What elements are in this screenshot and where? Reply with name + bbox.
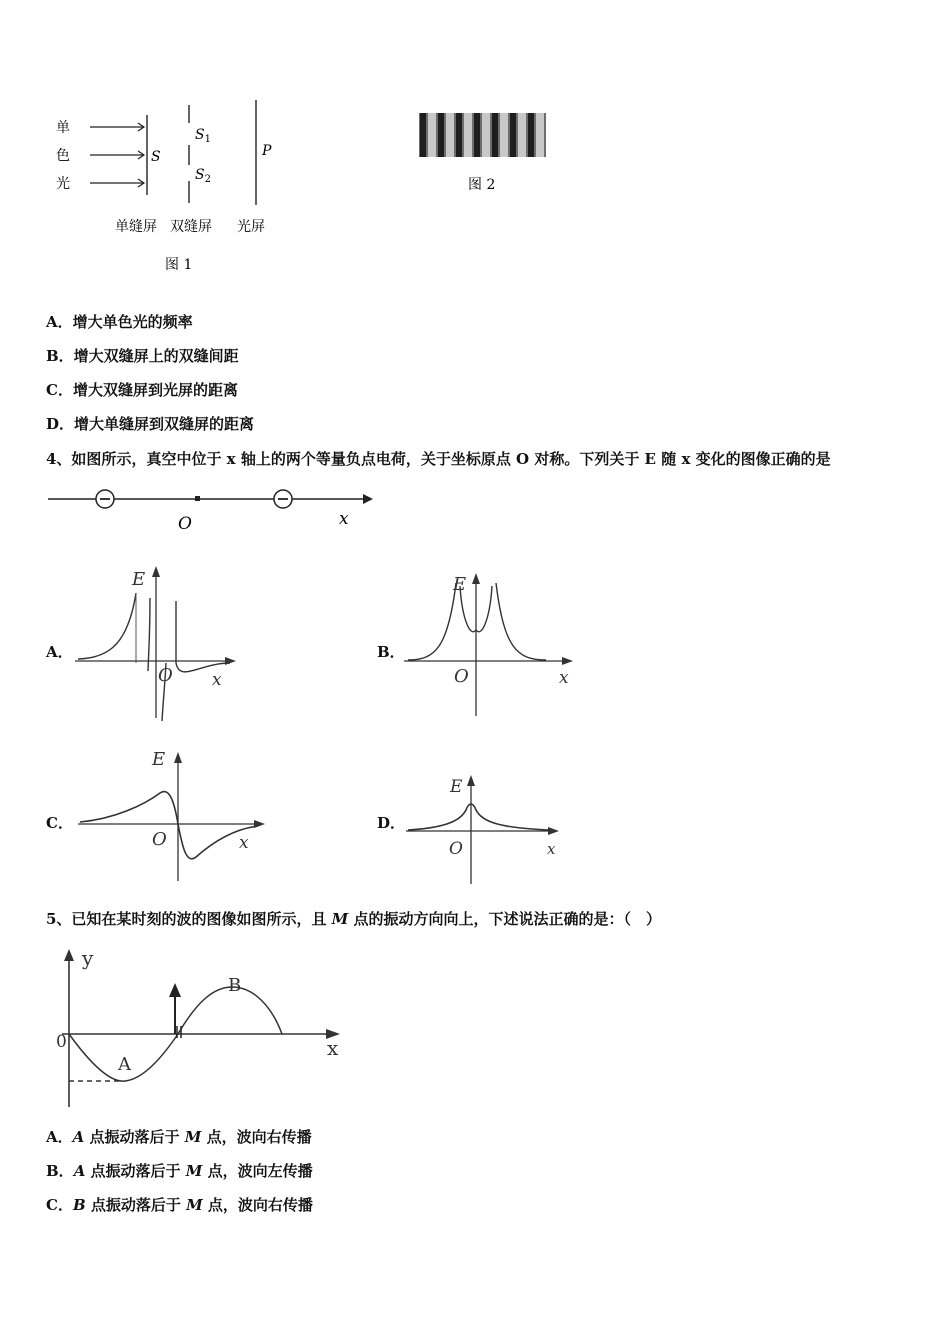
q5-option-c: C．B 点振动落后于 M 点，波向右传播	[46, 1196, 313, 1214]
wave-point-b: B	[228, 975, 242, 996]
q3-option-c: C．增大双缝屏到光屏的距离	[46, 381, 238, 399]
negative-charge-left	[96, 490, 114, 508]
figure-1-caption: 图 1	[165, 257, 193, 273]
graph-d-x-label: x	[547, 840, 556, 858]
q3-option-b: B．增大双缝屏上的双缝间距	[46, 347, 239, 365]
screen-label-light: 光屏	[237, 219, 265, 235]
screen-label-double: 双缝屏	[170, 219, 212, 235]
graph-d-origin: O	[449, 839, 463, 859]
graph-c-e-label: E	[152, 749, 166, 770]
figure-2-caption: 图 2	[468, 177, 496, 193]
q5-question-text: 5、已知在某时刻的波的图像如图所示，且 M 点的振动方向向上，下述说法正确的是：（ ）	[46, 910, 662, 928]
wave-y-label: y	[82, 946, 94, 970]
q3-option-a: A．增大单色光的频率	[46, 313, 193, 331]
light-label-char: 色	[56, 148, 70, 164]
q4-graph-c	[74, 745, 269, 885]
graph-a-origin: O	[158, 665, 173, 686]
graph-c-origin: O	[152, 829, 167, 850]
q4-graph-b	[400, 568, 580, 720]
graph-b-origin: O	[454, 666, 469, 687]
slit-s1-label: $S_1$	[195, 127, 211, 145]
slit-s-label: S	[151, 149, 161, 165]
q5-wave-graph	[50, 945, 350, 1110]
graph-b-x-label: x	[559, 668, 569, 688]
origin-point	[195, 496, 200, 501]
q3-option-d: D．增大单缝屏到双缝屏的距离	[46, 415, 255, 433]
q4-graph-d	[402, 770, 567, 888]
screen-label-single: 单缝屏	[115, 219, 157, 235]
q4-option-d-label: D．	[377, 814, 406, 832]
graph-b-e-label: E	[453, 574, 467, 595]
fringe-pattern	[419, 113, 546, 157]
q4-question-text: 4、如图所示，真空中位于 x 轴上的两个等量负点电荷，关于坐标原点 O 对称。下列关于 E 随 x 变化的图像正确的是	[46, 450, 831, 468]
graph-a-e-label: E	[132, 569, 146, 590]
origin-label: O	[178, 514, 192, 534]
wave-point-a: A	[118, 1054, 131, 1075]
x-label: x	[339, 509, 349, 529]
q4-option-a-label: A．	[46, 643, 73, 661]
x-axis-arrow	[363, 494, 373, 504]
figure-2-fringes	[415, 110, 555, 195]
graph-d-e-label: E	[450, 777, 463, 797]
figure-1-double-slit	[40, 95, 300, 280]
wave-origin-label: 0	[56, 1032, 67, 1052]
q4-option-c-label: C．	[46, 814, 73, 832]
slit-s2-label: $S_2$	[195, 167, 211, 185]
graph-c-x-label: x	[239, 833, 249, 853]
screen-p-label: P	[262, 143, 272, 159]
light-label-char: 光	[56, 176, 70, 192]
light-arrows	[90, 123, 144, 187]
wave-x-label: x	[327, 1036, 339, 1060]
q4-option-b-label: B．	[377, 643, 405, 661]
q5-option-a: A．A 点振动落后于 M 点，波向右传播	[46, 1128, 312, 1146]
light-label-char: 单	[56, 120, 70, 136]
graph-a-x-label: x	[212, 670, 222, 690]
q4-charge-axis-figure	[45, 482, 375, 537]
q4-graph-a	[70, 563, 240, 723]
negative-charge-right	[274, 490, 292, 508]
q5-option-b: B．A 点振动落后于 M 点，波向左传播	[46, 1162, 313, 1180]
